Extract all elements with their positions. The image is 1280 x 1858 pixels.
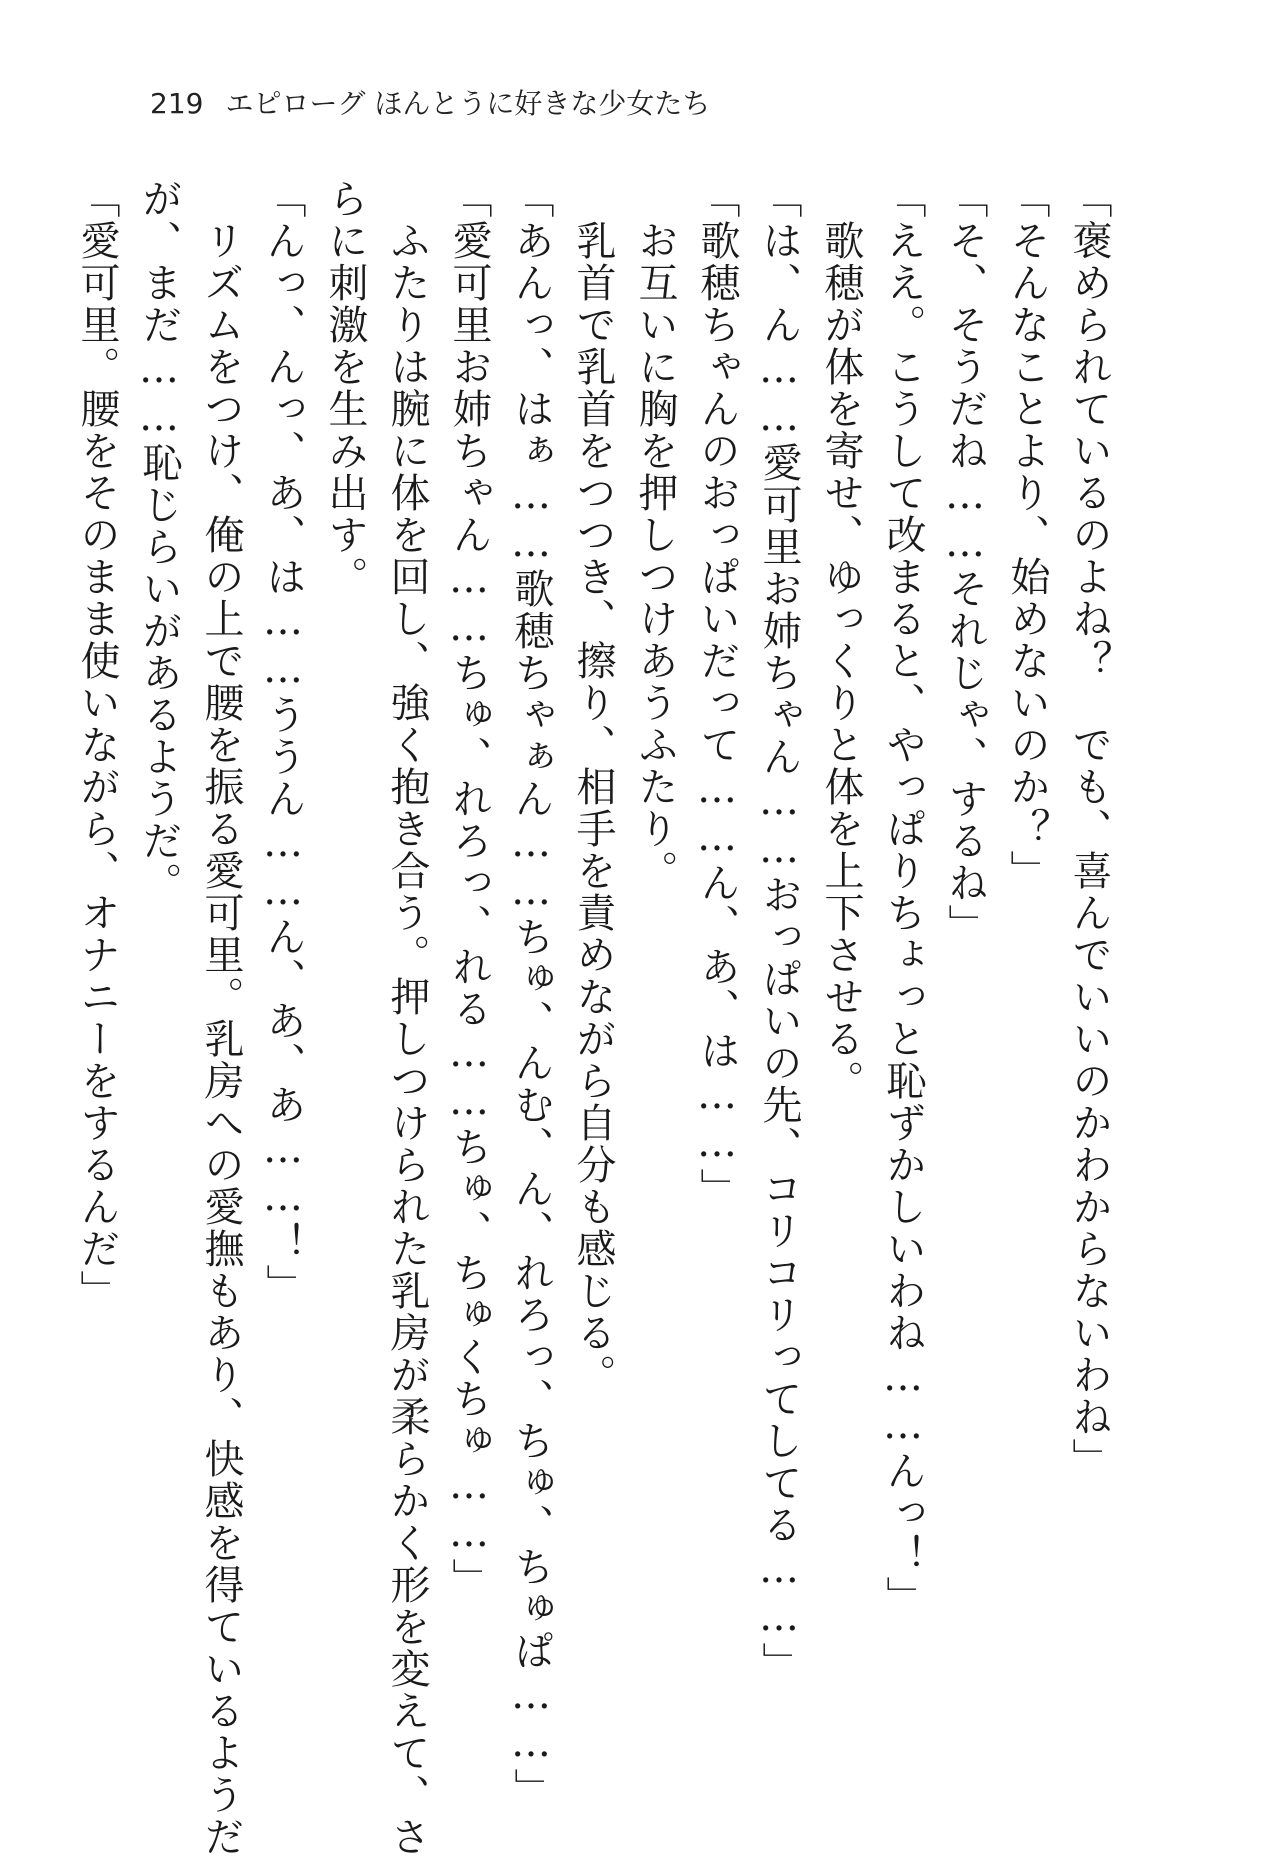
text-line: 「んっ、んっ、あ、は……ううん……ん、あ、あ……！」 (260, 178, 306, 1306)
text-line: 「愛可里。腰をそのまま使いながら、オナニーをするんだ」 (74, 178, 120, 1312)
text-line: リズムをつけ、俺の上で腰を振る愛可里。乳房への愛撫もあり、快感を得ているようだ (198, 178, 244, 1858)
text-line: 「あんっ、はぁ……歌穂ちゃぁん……ちゅ、んむ、ん、れろっ、ちゅ、ちゅぱ……」 (508, 178, 554, 1810)
text-line: 「は、ん……愛可里お姉ちゃん……おっぱいの先、コリコリってしてる……」 (756, 178, 802, 1684)
text-line: 歌穂が体を寄せ、ゆっくりと体を上下させる。 (818, 178, 864, 1102)
novel-body-text (74, 178, 1120, 1858)
text-line: が、まだ……恥じらいがあるようだ。 (136, 178, 182, 904)
chapter-title: エピローグ ほんとうに好きな少女たち (225, 87, 711, 120)
text-line: 「ええ。こうして改まると、やっぱりちょっと恥ずかしいわね……んっ！」 (880, 178, 926, 1618)
text-line: 「愛可里お姉ちゃん……ちゅ、れろっ、れる……ちゅ、ちゅくちゅ……」 (446, 178, 492, 1600)
text-line: らに刺激を生み出す。 (322, 178, 368, 598)
text-line: 「そ、そうだね……それじゃ、するね」 (942, 178, 988, 946)
text-line: ふたりは腕に体を回し、強く抱き合う。押しつけられた乳房が柔らかく形を変えて、さ (384, 178, 430, 1858)
running-header (150, 82, 710, 122)
text-line: 乳首で乳首をつつき、擦り、相手を責めながら自分も感じる。 (570, 178, 616, 1396)
text-line: 「そんなことより、始めないのか？」 (1004, 178, 1050, 892)
text-line: お互いに胸を押しつけあうふたり。 (632, 178, 678, 892)
text-line: 「歌穂ちゃんのおっぱいだって……ん、あ、は……」 (694, 178, 740, 1210)
text-line: 「褒められているのよね？ でも、喜んでいいのかわからないわね」 (1066, 178, 1112, 1480)
page-number: 219 (150, 87, 204, 120)
